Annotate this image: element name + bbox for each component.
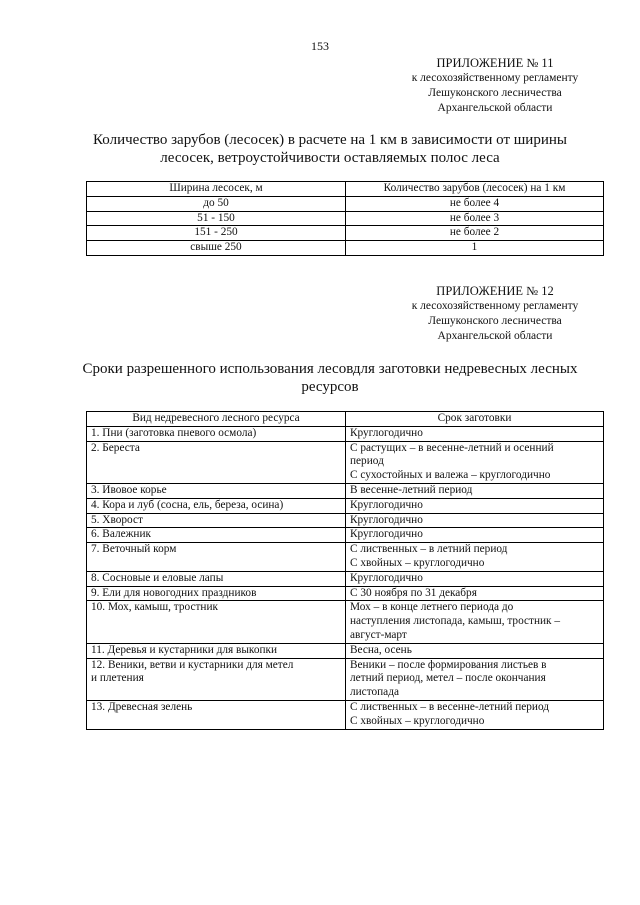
page-number: 153 <box>311 39 329 53</box>
resource-cell <box>87 643 346 658</box>
term-cell <box>346 643 604 658</box>
appendix-12-heading: ПРИЛОЖЕНИЕ № 12 <box>436 284 554 298</box>
term-cell-line: Круглогодично <box>350 426 423 439</box>
term-cell <box>346 571 604 586</box>
table-row <box>87 700 604 729</box>
table-row <box>87 543 604 572</box>
resource-cell-line: и плетения <box>91 672 144 685</box>
resource-cell-line: 2. Береста <box>91 441 140 454</box>
table-row <box>87 483 604 498</box>
resource-cell-line: 6. Валежник <box>91 528 151 541</box>
term-cell <box>346 543 604 572</box>
count-cell: не более 3 <box>346 211 604 226</box>
term-cell-line: Круглогодично <box>350 571 423 584</box>
term-cell-line: период <box>350 455 384 468</box>
term-cell-line: С 30 ноября по 31 декабря <box>350 586 477 599</box>
table-row <box>87 643 604 658</box>
table2-header-term: Срок заготовки <box>346 412 604 427</box>
resource-cell-line: 11. Деревья и кустарники для выкопки <box>91 643 278 656</box>
term-cell-line: В весенне-летний период <box>350 483 473 496</box>
table-row <box>87 571 604 586</box>
resource-cell <box>87 571 346 586</box>
term-cell-line: август-март <box>350 628 407 641</box>
table2-header-row <box>87 412 604 427</box>
table1-title <box>60 131 600 167</box>
table1-header-width: Ширина лесосек, м <box>87 182 346 197</box>
width-cell: до 50 <box>87 196 346 211</box>
table-row <box>87 513 604 528</box>
resource-cell-line: 3. Ивовое корье <box>91 483 167 496</box>
term-cell-line: Мох – в конце летнего периода до <box>350 601 514 614</box>
appendix-12-line3: Архангельской области <box>437 330 553 342</box>
term-cell-line: Круглогодично <box>350 528 423 541</box>
appendix-11-heading: ПРИЛОЖЕНИЕ № 11 <box>436 56 554 70</box>
term-cell-line: летний период, метел – после окончания <box>350 672 546 685</box>
appendix-11-line3: Архангельской области <box>437 102 553 114</box>
table-row <box>87 586 604 601</box>
resource-cell <box>87 441 346 483</box>
term-cell-line: С лиственных – в весенне-летний период <box>350 700 550 713</box>
table2-title <box>60 360 600 396</box>
resource-cell <box>87 483 346 498</box>
term-cell-line: С растущих – в весенне-летний и осенний <box>350 441 554 454</box>
count-cell: 1 <box>346 241 604 256</box>
resource-cell <box>87 543 346 572</box>
term-cell <box>346 426 604 441</box>
table-row <box>87 658 604 700</box>
width-cell: свыше 250 <box>87 241 346 256</box>
term-cell-line: С сухостойных и валежа – круглогодично <box>350 469 551 482</box>
term-cell <box>346 601 604 643</box>
term-cell-line: С хвойных – круглогодично <box>350 556 485 569</box>
table2-title-line2: ресурсов <box>301 379 359 395</box>
resource-cell-line: 12. Веники, ветви и кустарники для метел <box>91 658 294 671</box>
cuts-per-km-table <box>86 181 604 256</box>
resource-cell-line: 8. Сосновые и еловые лапы <box>91 571 224 584</box>
term-cell-line: листопада <box>350 686 399 699</box>
term-cell <box>346 498 604 513</box>
resource-cell-line: 7. Веточный корм <box>91 543 177 556</box>
resource-cell <box>87 658 346 700</box>
resource-cell-line: 4. Кора и луб (сосна, ель, береза, осина) <box>91 498 284 511</box>
appendix-12-line1: к лесохозяйственному регламенту <box>411 300 579 312</box>
count-cell: не более 4 <box>346 196 604 211</box>
table-row <box>87 441 604 483</box>
term-cell-line: С хвойных – круглогодично <box>350 714 485 727</box>
resource-cell-line: 1. Пни (заготовка пневого осмола) <box>91 426 257 439</box>
appendix-11-line2: Лешуконского лесничества <box>428 87 562 99</box>
appendix-12-header <box>370 284 620 344</box>
appendix-11-line1: к лесохозяйственному регламенту <box>411 72 579 84</box>
table-row <box>87 241 604 256</box>
width-cell: 151 - 250 <box>87 226 346 241</box>
appendix-11-header <box>370 56 620 116</box>
table1-title-line1: Количество зарубов (лесосек) в расчете на 1 км в зависимости от ширины <box>93 132 567 148</box>
count-cell: не более 2 <box>346 226 604 241</box>
table-row <box>87 211 604 226</box>
resource-cell-line: 13. Древесная зелень <box>91 700 193 713</box>
harvest-terms-table <box>86 411 604 730</box>
table1-title-line2: лесосек, ветроустойчивости оставляемых полос леса <box>160 150 500 166</box>
table-row <box>87 426 604 441</box>
appendix-12-line2: Лешуконского лесничества <box>428 315 562 327</box>
term-cell <box>346 513 604 528</box>
term-cell-line: Веники – после формирования листьев в <box>350 658 547 671</box>
term-cell-line: Весна, осень <box>350 643 412 656</box>
term-cell <box>346 528 604 543</box>
term-cell <box>346 586 604 601</box>
resource-cell-line: 5. Хворост <box>91 513 143 526</box>
resource-cell <box>87 498 346 513</box>
term-cell-line: наступления листопада, камыш, тростник – <box>350 615 560 628</box>
resource-cell <box>87 528 346 543</box>
term-cell <box>346 483 604 498</box>
table-row <box>87 196 604 211</box>
table-row <box>87 601 604 643</box>
resource-cell <box>87 601 346 643</box>
resource-cell <box>87 426 346 441</box>
table-row <box>87 528 604 543</box>
table-row <box>87 226 604 241</box>
resource-cell <box>87 513 346 528</box>
width-cell: 51 - 150 <box>87 211 346 226</box>
term-cell <box>346 700 604 729</box>
resource-cell <box>87 700 346 729</box>
term-cell-line: С лиственных – в летний период <box>350 543 508 556</box>
resource-cell-line: 9. Ели для новогодних праздников <box>91 586 257 599</box>
term-cell-line: Круглогодично <box>350 498 423 511</box>
table-row <box>87 498 604 513</box>
resource-cell-line: 10. Мох, камыш, тростник <box>91 601 218 614</box>
resource-cell <box>87 586 346 601</box>
table2-title-line1: Сроки разрешенного использования лесовдля заготовки недревесных лесных <box>82 361 578 377</box>
table1-header-row <box>87 182 604 197</box>
term-cell <box>346 441 604 483</box>
table1-header-count: Количество зарубов (лесосек) на 1 км <box>346 182 604 197</box>
term-cell-line: Круглогодично <box>350 513 423 526</box>
term-cell <box>346 658 604 700</box>
table2-header-resource: Вид недревесного лесного ресурса <box>87 412 346 427</box>
